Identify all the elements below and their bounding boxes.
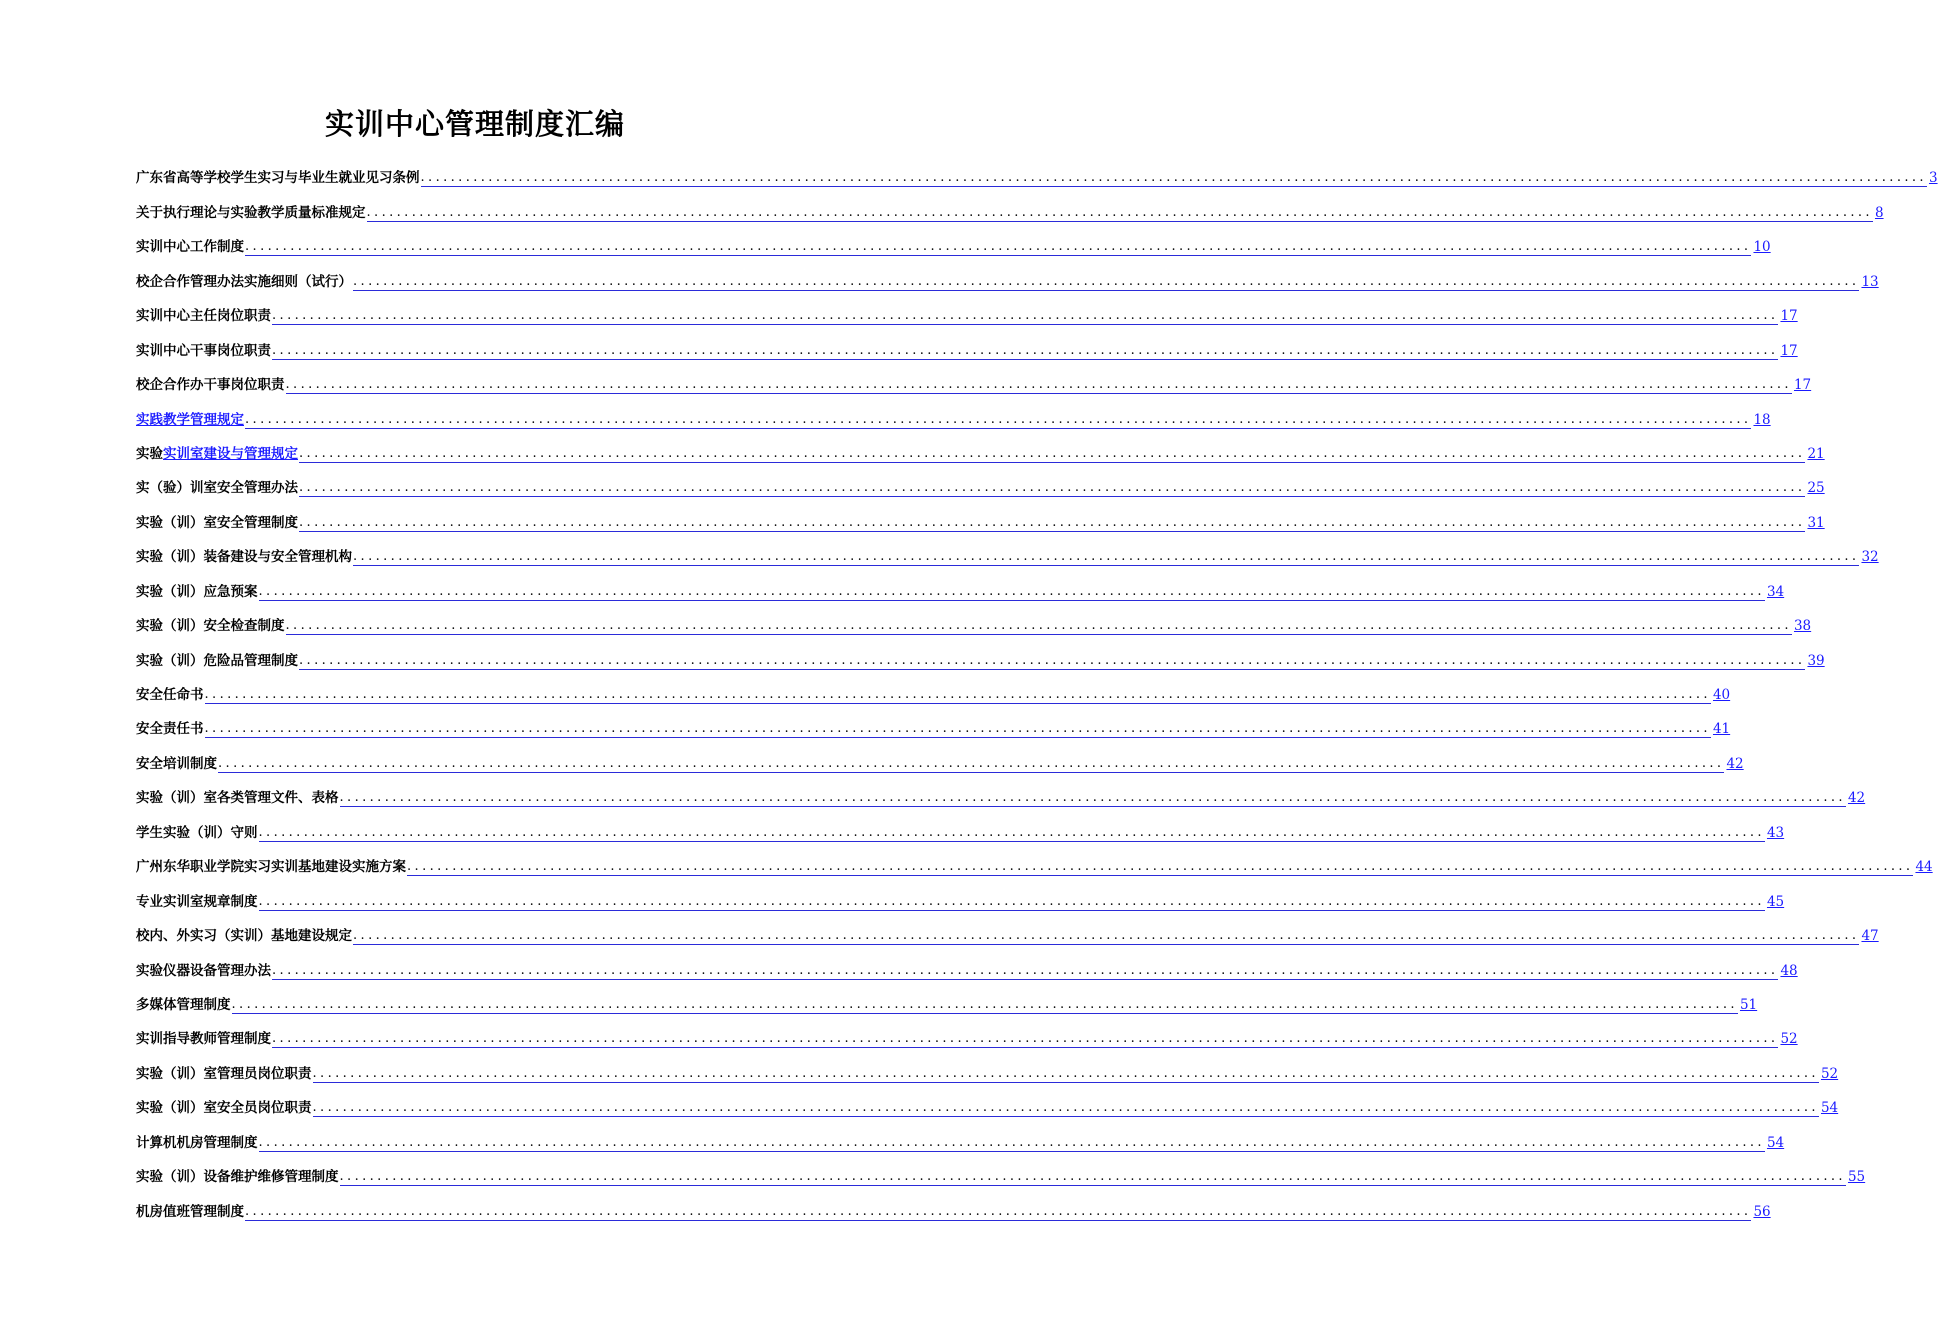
toc-leader-dots: ........................................................................................................................................................................................................: [258, 824, 1765, 840]
toc-entry-title[interactable]: 学生实验（训）守则: [136, 824, 258, 841]
toc-leader-dots: ........................................................................................................................................................................................................: [285, 377, 1792, 393]
toc-leader-dots: ........................................................................................................................................................................................................: [420, 170, 1927, 186]
toc-entry-title[interactable]: 实验（训）安全检查制度: [136, 618, 285, 635]
toc-page-number[interactable]: 17: [1780, 308, 1798, 325]
toc-entry-title[interactable]: 实验（训）装备建设与安全管理机构: [136, 549, 352, 566]
toc-page-number[interactable]: 40: [1712, 687, 1731, 703]
toc-leader-dots: ........................................................................................................................................................................................................: [204, 721, 1711, 737]
toc-entry-title[interactable]: 机房值班管理制度: [136, 1203, 244, 1220]
toc-page-number[interactable]: 42: [1726, 755, 1744, 772]
toc-entry[interactable]: [136, 1090, 1839, 1124]
toc-leader-dots: ........................................................................................................................................................................................................: [245, 239, 1752, 255]
toc-entry-title[interactable]: 广州东华职业学院实习实训基地建设实施方案: [136, 859, 406, 876]
toc-page-number[interactable]: 47: [1861, 928, 1879, 945]
toc-entry-title[interactable]: 实验（训）应急预案: [136, 583, 258, 600]
toc-page-number[interactable]: 42: [1847, 790, 1866, 807]
toc-entry-title[interactable]: 多媒体管理制度: [136, 996, 231, 1013]
toc-leader-dots: ........................................................................................................................................................................................................: [299, 652, 1806, 668]
toc-entry-title[interactable]: 实训中心主任岗位职责: [136, 308, 271, 325]
toc-entry-title[interactable]: 实验（训）室安全员岗位职责: [136, 1100, 312, 1117]
toc-entry-title[interactable]: 广东省高等学校学生实习与毕业生就业见习条例: [136, 170, 420, 187]
toc-page-number[interactable]: 17: [1793, 377, 1812, 394]
toc-page-number[interactable]: 48: [1780, 962, 1798, 979]
toc-page-number[interactable]: 13: [1861, 273, 1879, 290]
toc-page-number[interactable]: 55: [1847, 1169, 1866, 1186]
toc-entry-title[interactable]: 专业实训室规章制度: [136, 893, 258, 910]
toc-leader-dots: ........................................................................................................................................................................................................: [204, 687, 1711, 702]
toc-page-number[interactable]: 18: [1753, 411, 1771, 428]
toc-page-number[interactable]: 51: [1739, 996, 1758, 1013]
toc-entry[interactable]: [136, 952, 1798, 986]
table-of-contents: [136, 160, 1938, 1228]
toc-entry-title[interactable]: 实（验）训室安全管理办法: [136, 480, 298, 497]
toc-page-number[interactable]: 43: [1766, 824, 1785, 841]
toc-leader-dots: ........................................................................................................................................................................................................: [353, 273, 1860, 289]
toc-entry-title[interactable]: 校企合作办干事岗位职责: [136, 377, 285, 394]
toc-page-number[interactable]: 25: [1807, 480, 1825, 497]
toc-entry[interactable]: [136, 883, 1785, 917]
toc-leader-dots: ........................................................................................................................................................................................................: [231, 996, 1738, 1012]
toc-leader-dots: ........................................................................................................................................................................................................: [272, 962, 1779, 978]
toc-entry[interactable]: [136, 401, 1771, 435]
toc-entry[interactable]: [136, 780, 1866, 814]
toc-entry[interactable]: [136, 367, 1812, 401]
toc-entry-title[interactable]: 校内、外实习（实训）基地建设规定: [136, 928, 352, 945]
toc-leader-dots: ........................................................................................................................................................................................................: [258, 1134, 1765, 1150]
toc-entry[interactable]: [136, 711, 1731, 745]
toc-leader-dots: ........................................................................................................................................................................................................: [299, 514, 1806, 530]
toc-entry-title[interactable]: 实训中心工作制度: [136, 239, 244, 256]
toc-entry[interactable]: [136, 814, 1785, 848]
toc-page-number[interactable]: 52: [1780, 1031, 1798, 1048]
toc-entry-title[interactable]: 安全任命书: [136, 687, 204, 703]
toc-entry[interactable]: [136, 1159, 1866, 1193]
toc-page-number[interactable]: 39: [1807, 652, 1825, 669]
toc-page-number[interactable]: 54: [1820, 1100, 1839, 1117]
toc-page-number[interactable]: 31: [1807, 514, 1825, 531]
toc-page-number[interactable]: 54: [1766, 1134, 1785, 1151]
toc-entry-title[interactable]: 实验（训）设备维护维修管理制度: [136, 1169, 339, 1186]
toc-entry-title-link[interactable]: 实践教学管理规定: [136, 411, 244, 428]
toc-entry-title[interactable]: 实验（训）室安全管理制度: [136, 514, 298, 531]
toc-page-number[interactable]: 3: [1928, 170, 1938, 187]
toc-entry[interactable]: [136, 918, 1879, 952]
toc-entry-title[interactable]: 实验（训）室各类管理文件、表格: [136, 790, 339, 807]
toc-page-number[interactable]: 8: [1874, 204, 1884, 221]
toc-entry[interactable]: [136, 987, 1758, 1021]
toc-entry-title-prefix: 实验: [136, 445, 163, 462]
toc-page-number[interactable]: 21: [1807, 445, 1825, 462]
toc-entry[interactable]: [136, 573, 1785, 607]
toc-entry-title[interactable]: 关于执行理论与实验教学质量标准规定: [136, 204, 366, 221]
toc-leader-dots: ........................................................................................................................................................................................................: [366, 204, 1873, 220]
toc-leader-dots: ........................................................................................................................................................................................................: [285, 618, 1792, 634]
toc-page-number[interactable]: 56: [1753, 1203, 1771, 1220]
toc-entry[interactable]: [136, 332, 1798, 366]
toc-entry[interactable]: [136, 194, 1884, 228]
toc-entry[interactable]: [136, 470, 1825, 504]
toc-entry-title[interactable]: 实训指导教师管理制度: [136, 1031, 271, 1048]
toc-entry-title[interactable]: 安全责任书: [136, 721, 204, 738]
toc-leader-dots: ........................................................................................................................................................................................................: [245, 1203, 1752, 1219]
toc-entry-title[interactable]: 校企合作管理办法实施细则（试行）: [136, 273, 352, 290]
toc-leader-dots: ........................................................................................................................................................................................................: [299, 445, 1806, 461]
toc-entry[interactable]: [136, 160, 1938, 194]
toc-leader-dots: ........................................................................................................................................................................................................: [353, 928, 1860, 944]
toc-entry-title[interactable]: 实验（训）室管理员岗位职责: [136, 1065, 312, 1082]
toc-entry[interactable]: [136, 504, 1825, 538]
toc-entry[interactable]: [136, 229, 1771, 263]
toc-entry-title[interactable]: 实训中心干事岗位职责: [136, 342, 271, 359]
toc-entry[interactable]: [136, 745, 1744, 779]
toc-leader-dots: ........................................................................................................................................................................................................: [258, 583, 1765, 599]
toc-entry-title[interactable]: 实验（训）危险品管理制度: [136, 652, 298, 669]
toc-entry[interactable]: [136, 677, 1731, 711]
toc-page-number[interactable]: 32: [1861, 549, 1879, 566]
toc-leader-dots: ........................................................................................................................................................................................................: [245, 411, 1752, 427]
toc-page-number[interactable]: 17: [1780, 342, 1798, 359]
toc-entry[interactable]: [136, 608, 1812, 642]
toc-entry[interactable]: [136, 642, 1825, 676]
toc-entry[interactable]: [136, 1055, 1839, 1089]
toc-entry[interactable]: [136, 1124, 1785, 1158]
toc-leader-dots: ........................................................................................................................................................................................................: [299, 480, 1806, 496]
toc-leader-dots: ........................................................................................................................................................................................................: [272, 342, 1779, 358]
toc-page-number[interactable]: 52: [1820, 1065, 1839, 1082]
toc-page-number[interactable]: 45: [1766, 893, 1785, 910]
toc-leader-dots: ........................................................................................................................................................................................................: [272, 1031, 1779, 1047]
toc-page-number[interactable]: 10: [1753, 239, 1771, 256]
toc-leader-dots: ........................................................................................................................................................................................................: [258, 893, 1765, 909]
toc-leader-dots: ........................................................................................................................................................................................................: [312, 1100, 1819, 1116]
toc-entry[interactable]: [136, 1193, 1771, 1227]
toc-entry[interactable]: [136, 539, 1879, 573]
toc-entry-title[interactable]: 实验仪器设备管理办法: [136, 962, 271, 979]
toc-entry[interactable]: [136, 849, 1933, 883]
toc-entry[interactable]: [136, 263, 1879, 297]
toc-entry[interactable]: [136, 436, 1825, 470]
toc-entry[interactable]: [136, 298, 1798, 332]
toc-page-number[interactable]: 41: [1712, 721, 1731, 738]
toc-leader-dots: ........................................................................................................................................................................................................: [272, 308, 1779, 324]
toc-entry-title[interactable]: [136, 446, 298, 463]
toc-leader-dots: ........................................................................................................................................................................................................: [218, 755, 1725, 771]
toc-leader-dots: ........................................................................................................................................................................................................: [339, 790, 1846, 806]
toc-page-number[interactable]: 44: [1915, 859, 1933, 876]
toc-entry-title[interactable]: 安全培训制度: [136, 755, 217, 772]
toc-entry-title[interactable]: 计算机机房管理制度: [136, 1134, 258, 1151]
toc-page-number[interactable]: 38: [1793, 618, 1812, 635]
toc-entry-title[interactable]: [136, 412, 244, 429]
toc-page-number[interactable]: 34: [1766, 583, 1785, 600]
document-title: 实训中心管理制度汇编: [324, 107, 625, 141]
toc-entry[interactable]: [136, 1021, 1798, 1055]
toc-leader-dots: ........................................................................................................................................................................................................: [407, 859, 1914, 875]
toc-entry-title-link[interactable]: 实训室建设与管理规定: [163, 445, 298, 462]
toc-leader-dots: ........................................................................................................................................................................................................: [312, 1065, 1819, 1081]
toc-leader-dots: ........................................................................................................................................................................................................: [353, 549, 1860, 565]
toc-leader-dots: ........................................................................................................................................................................................................: [339, 1169, 1846, 1185]
